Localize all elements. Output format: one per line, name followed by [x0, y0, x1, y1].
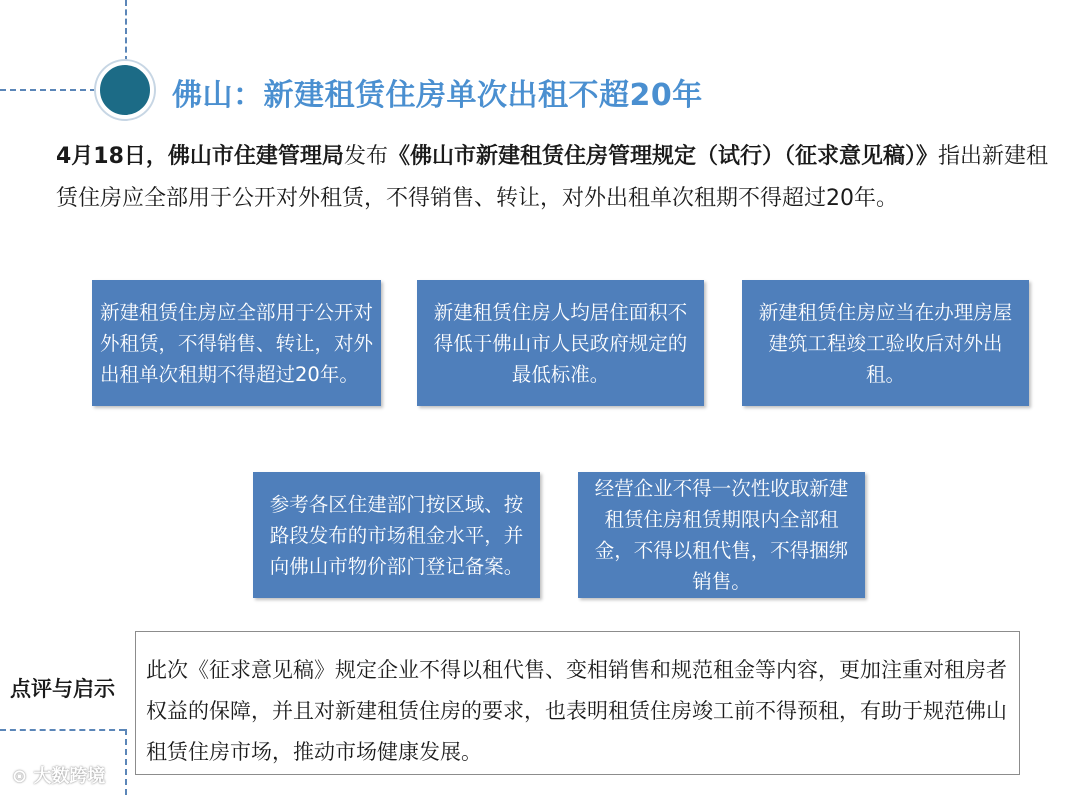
regulation-box-1 — [92, 280, 381, 406]
decorative-dash-vertical-bottom — [125, 729, 127, 795]
decorative-dash-horizontal-title — [0, 89, 96, 91]
intro-body: 指出新建租赁住房应全部用于公开对外租赁，不得销售、转让，对外出租单次租期不得超过20年。 — [56, 144, 1048, 211]
regulation-box-2 — [417, 280, 704, 406]
regulation-box-text: 新建租赁住房应全部用于公开对外租赁，不得销售、转让，对外出租单次租期不得超过20年。 — [100, 300, 374, 386]
regulation-box-5 — [578, 472, 865, 598]
intro-document-title: 《佛山市新建租赁住房管理规定（试行）（征求意见稿）》 — [387, 144, 938, 169]
page-title: 佛山：新建租赁住房单次出租不超20年 — [172, 78, 703, 113]
regulation-box-3 — [742, 280, 1029, 406]
regulation-box-text: 参考各区住建部门按区域、按路段发布的市场租金水平，并向佛山市物价部门登记备案。 — [269, 492, 524, 578]
intro-paragraph — [56, 136, 1056, 220]
weibo-logo-icon: ⊙ — [12, 766, 34, 787]
review-text: 此次《征求意见稿》规定企业不得以租代售、变相销售和规范租金等内容，更加注重对租房者权益的保障，并且对新建租赁住房的要求，也表明租赁住房竣工前不得预租，有助于规范佛山租赁住房市场，推动市场健康发展。 — [146, 658, 1007, 764]
title-bullet-circle-icon — [96, 61, 154, 119]
regulation-box-text: 新建租赁住房应当在办理房屋建筑工程竣工验收后对外出租。 — [758, 300, 1013, 386]
intro-bold-prefix: 4月18日，佛山市住建管理局 — [56, 144, 344, 169]
review-label: 点评与启示 — [10, 677, 115, 701]
regulation-box-text: 新建租赁住房人均居住面积不得低于佛山市人民政府规定的最低标准。 — [433, 300, 688, 386]
intro-verb: 发布 — [343, 144, 388, 169]
regulation-box-text: 经营企业不得一次性收取新建租赁住房租赁期限内全部租金，不得以租代售，不得捆绑销售。 — [594, 477, 849, 593]
review-box — [135, 631, 1020, 775]
decorative-dash-horizontal-bottom — [0, 729, 125, 731]
watermark-text: 大数跨境 — [33, 766, 106, 787]
watermark — [12, 762, 105, 788]
decorative-dash-vertical-top — [125, 0, 127, 62]
regulation-box-4 — [253, 472, 540, 598]
